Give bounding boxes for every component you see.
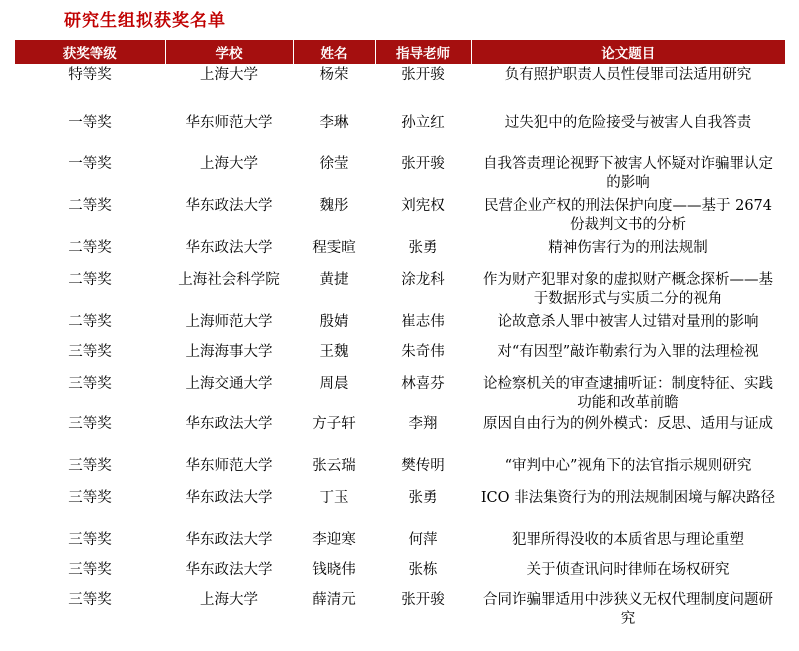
- school-cell: 上海师范大学: [185, 314, 273, 330]
- table-body: [15, 64, 785, 629]
- advisor-cell: 张栋: [408, 562, 438, 578]
- table-row: [15, 269, 785, 311]
- paper-cell: 精神伤害行为的刑法规制: [548, 240, 708, 256]
- advisor-cell: 刘宪权: [401, 198, 445, 214]
- award-cell: 二等奖: [68, 240, 112, 256]
- advisor-cell: 崔志伟: [401, 314, 445, 330]
- school-cell: 华东师范大学: [185, 458, 273, 474]
- header-paper: 论文题目: [471, 40, 785, 64]
- table-row: [15, 413, 785, 455]
- header-advisor: 指导老师: [375, 40, 471, 64]
- school-cell: 华东师范大学: [185, 115, 273, 131]
- name-cell: 王魏: [319, 344, 349, 360]
- school-cell: 上海大学: [200, 156, 258, 172]
- page-title: 研究生组拟获奖名单: [64, 11, 226, 31]
- table-row: [15, 487, 785, 529]
- name-cell: 方子轩: [312, 416, 356, 432]
- advisor-cell: 张开骏: [401, 67, 445, 83]
- school-cell: 上海交通大学: [185, 376, 273, 392]
- paper-cell: “审判中心”视角下的法官指示规则研究: [504, 458, 752, 474]
- paper-cell: 原因自由行为的例外模式：反思、适用与证成: [483, 416, 773, 432]
- advisor-cell: 涂龙科: [401, 272, 445, 288]
- school-cell: 华东政法大学: [185, 532, 273, 548]
- table-row: [15, 237, 785, 269]
- award-cell: 三等奖: [68, 490, 112, 506]
- award-cell: 三等奖: [68, 416, 112, 432]
- award-cell: 一等奖: [68, 115, 112, 131]
- advisor-cell: 张勇: [408, 240, 438, 256]
- name-cell: 程雯暄: [312, 240, 356, 256]
- table-row: [15, 455, 785, 487]
- header-name: 姓名: [293, 40, 375, 64]
- award-cell: 三等奖: [68, 562, 112, 578]
- school-cell: 华东政法大学: [185, 562, 273, 578]
- name-cell: 薛清元: [312, 592, 356, 608]
- paper-cell: 论故意杀人罪中被害人过错对量刑的影响: [497, 314, 759, 330]
- award-cell: 三等奖: [68, 592, 112, 608]
- school-cell: 华东政法大学: [185, 416, 273, 432]
- school-cell: 上海海事大学: [185, 344, 273, 360]
- table-row: [15, 112, 785, 153]
- name-cell: 殷婧: [319, 314, 349, 330]
- table-row: [15, 559, 785, 589]
- paper-cell: 合同诈骗罪适用中涉狭义无权代理制度问题研究: [483, 592, 773, 627]
- paper-cell: 论检察机关的审查逮捕听证：制度特征、实践功能和改革前瞻: [483, 376, 773, 411]
- award-cell: 一等奖: [68, 156, 112, 172]
- award-cell: 二等奖: [68, 314, 112, 330]
- advisor-cell: 何萍: [408, 532, 438, 548]
- name-cell: 李迎寒: [312, 532, 356, 548]
- advisor-cell: 张开骏: [401, 592, 445, 608]
- name-cell: 黄捷: [319, 272, 349, 288]
- paper-cell: 自我答责理论视野下被害人怀疑对诈骗罪认定的影响: [483, 156, 773, 191]
- paper-cell: ICO 非法集资行为的刑法规制困境与解决路径: [480, 490, 776, 506]
- award-cell: 二等奖: [68, 198, 112, 214]
- advisor-cell: 孙立红: [401, 115, 445, 131]
- table-row: [15, 373, 785, 413]
- table-row: [15, 64, 785, 112]
- paper-cell: 负有照护职责人员性侵罪司法适用研究: [504, 67, 752, 83]
- table-row: [15, 195, 785, 237]
- table-row: [15, 589, 785, 629]
- paper-cell: 过失犯中的危险接受与被害人自我答责: [504, 115, 752, 131]
- name-cell: 周晨: [319, 376, 349, 392]
- table-header: [15, 40, 785, 64]
- award-cell: 二等奖: [68, 272, 112, 288]
- paper-cell: 民营企业产权的刑法保护向度——基于 2674 份裁判文书的分析: [483, 198, 772, 233]
- school-cell: 华东政法大学: [185, 490, 273, 506]
- award-cell: 三等奖: [68, 344, 112, 360]
- award-table: [15, 40, 785, 629]
- name-cell: 张云瑞: [312, 458, 356, 474]
- advisor-cell: 李翔: [408, 416, 438, 432]
- advisor-cell: 张开骏: [401, 156, 445, 172]
- table-row: [15, 341, 785, 373]
- name-cell: 丁玉: [319, 490, 349, 506]
- award-cell: 三等奖: [68, 532, 112, 548]
- award-cell: 特等奖: [68, 67, 112, 83]
- school-cell: 上海大学: [200, 592, 258, 608]
- header-award: 获奖等级: [15, 40, 165, 64]
- name-cell: 杨荣: [319, 67, 349, 83]
- school-cell: 上海大学: [200, 67, 258, 83]
- award-cell: 三等奖: [68, 458, 112, 474]
- advisor-cell: 林喜芬: [401, 376, 445, 392]
- advisor-cell: 樊传明: [401, 458, 445, 474]
- name-cell: 徐莹: [319, 156, 349, 172]
- advisor-cell: 朱奇伟: [401, 344, 445, 360]
- award-cell: 三等奖: [68, 376, 112, 392]
- name-cell: 钱晓伟: [312, 562, 356, 578]
- school-cell: 华东政法大学: [185, 240, 273, 256]
- advisor-cell: 张勇: [408, 490, 438, 506]
- school-cell: 华东政法大学: [185, 198, 273, 214]
- name-cell: 魏彤: [319, 198, 349, 214]
- paper-cell: 关于侦查讯问时律师在场权研究: [526, 562, 730, 578]
- name-cell: 李琳: [319, 115, 349, 131]
- paper-cell: 犯罪所得没收的本质省思与理论重塑: [512, 532, 744, 548]
- school-cell: 上海社会科学院: [178, 272, 280, 288]
- header-school: 学校: [165, 40, 293, 64]
- paper-cell: 作为财产犯罪对象的虚拟财产概念探析——基于数据形式与实质二分的视角: [483, 272, 773, 307]
- table-row: [15, 529, 785, 559]
- table-row: [15, 311, 785, 341]
- paper-cell: 对“有因型”敲诈勒索行为入罪的法理检视: [497, 344, 759, 360]
- table-row: [15, 153, 785, 195]
